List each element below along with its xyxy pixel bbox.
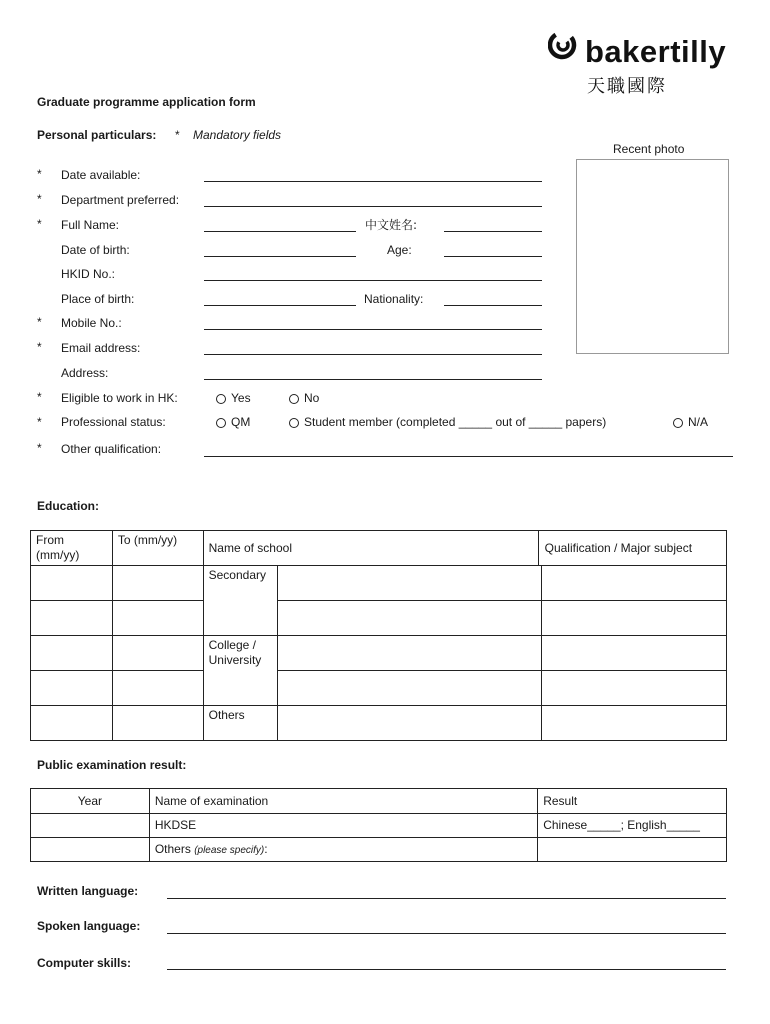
status-student-option[interactable] bbox=[289, 415, 606, 429]
personal-section-label: Personal particulars: bbox=[37, 128, 157, 142]
table-row bbox=[31, 601, 727, 636]
from-cell[interactable] bbox=[31, 671, 113, 706]
year-header: Year bbox=[31, 789, 150, 814]
chinese-name-label: 中文姓名: bbox=[365, 218, 418, 232]
brand-logo-text: bakertilly bbox=[585, 34, 727, 69]
required-star: * bbox=[37, 390, 42, 404]
others-label: Others bbox=[203, 706, 277, 741]
address-field[interactable] bbox=[204, 379, 542, 380]
school-cell[interactable] bbox=[277, 601, 542, 636]
to-cell[interactable] bbox=[112, 706, 203, 741]
eligible-yes-label: Yes bbox=[231, 391, 251, 405]
others-exam-cell[interactable] bbox=[149, 838, 537, 862]
date-available-label: Date available: bbox=[61, 168, 141, 182]
radio-icon[interactable] bbox=[216, 394, 226, 404]
table-row bbox=[31, 814, 727, 838]
result-cell[interactable] bbox=[538, 838, 727, 862]
written-language-label: Written language: bbox=[37, 884, 139, 898]
hkid-label: HKID No.: bbox=[61, 267, 116, 281]
exam-section-label: Public examination result: bbox=[37, 758, 187, 772]
date-of-birth-field[interactable] bbox=[204, 256, 356, 257]
qualification-cell[interactable] bbox=[542, 671, 727, 706]
radio-icon[interactable] bbox=[289, 418, 299, 428]
mandatory-note: Mandatory fields bbox=[193, 128, 282, 142]
table-row bbox=[31, 838, 727, 862]
bakertilly-logo-icon bbox=[548, 30, 578, 60]
status-na-label: N/A bbox=[688, 415, 709, 429]
mobile-label: Mobile No.: bbox=[61, 316, 122, 330]
place-of-birth-field[interactable] bbox=[204, 305, 356, 306]
table-row bbox=[31, 566, 727, 601]
radio-icon[interactable] bbox=[216, 418, 226, 428]
status-qm-option[interactable] bbox=[216, 415, 250, 429]
department-field[interactable] bbox=[204, 206, 542, 207]
nationality-label: Nationality: bbox=[364, 292, 424, 306]
exam-name-header: Name of examination bbox=[149, 789, 537, 814]
from-cell[interactable] bbox=[31, 636, 113, 671]
status-student-label: Student member (completed _____ out of _____ papers) bbox=[304, 415, 607, 429]
required-star: * bbox=[37, 315, 42, 329]
school-cell[interactable] bbox=[277, 566, 542, 601]
required-star: * bbox=[37, 192, 42, 206]
required-star: * bbox=[37, 217, 42, 231]
qualification-cell[interactable] bbox=[542, 601, 727, 636]
exam-header-row bbox=[31, 789, 727, 814]
education-table bbox=[30, 530, 727, 741]
from-header: From (mm/yy) bbox=[31, 531, 113, 566]
eligible-no-label: No bbox=[304, 391, 320, 405]
school-cell[interactable] bbox=[277, 636, 542, 671]
college-label: College / University bbox=[203, 636, 277, 706]
to-header: To (mm/yy) bbox=[112, 531, 203, 566]
mobile-field[interactable] bbox=[204, 329, 542, 330]
chinese-name-field[interactable] bbox=[444, 231, 542, 232]
department-label: Department preferred: bbox=[61, 193, 180, 207]
full-name-field[interactable] bbox=[204, 231, 356, 232]
status-na-option[interactable] bbox=[673, 415, 708, 429]
school-header: Name of school bbox=[208, 540, 292, 555]
status-qm-label: QM bbox=[231, 415, 251, 429]
education-section-label: Education: bbox=[37, 499, 99, 513]
hkdse-result[interactable]: Chinese_____; English_____ bbox=[538, 814, 727, 838]
eligible-label: Eligible to work in HK: bbox=[61, 391, 178, 405]
result-header: Result bbox=[538, 789, 727, 814]
to-cell[interactable] bbox=[112, 671, 203, 706]
table-row bbox=[31, 671, 727, 706]
school-header-cell bbox=[203, 531, 726, 566]
spoken-language-label: Spoken language: bbox=[37, 919, 141, 933]
required-star: * bbox=[37, 441, 42, 455]
required-star: * bbox=[37, 340, 42, 354]
other-qualification-label: Other qualification: bbox=[61, 442, 162, 456]
from-cell[interactable] bbox=[31, 566, 113, 601]
written-language-field[interactable] bbox=[167, 898, 726, 899]
others-exam-note: (please specify) bbox=[194, 844, 265, 856]
qualification-cell[interactable] bbox=[542, 706, 727, 741]
year-cell[interactable] bbox=[31, 814, 150, 838]
to-cell[interactable] bbox=[112, 566, 203, 601]
others-exam-colon: : bbox=[264, 841, 268, 856]
age-label: Age: bbox=[387, 243, 412, 257]
to-cell[interactable] bbox=[112, 601, 203, 636]
table-row bbox=[31, 706, 727, 741]
from-cell[interactable] bbox=[31, 601, 113, 636]
qualification-header: Qualification / Major subject bbox=[538, 531, 726, 565]
radio-icon[interactable] bbox=[673, 418, 683, 428]
other-qualification-field[interactable] bbox=[204, 456, 733, 457]
date-available-field[interactable] bbox=[204, 181, 542, 182]
secondary-label: Secondary bbox=[203, 566, 277, 636]
nationality-field[interactable] bbox=[444, 305, 542, 306]
from-cell[interactable] bbox=[31, 706, 113, 741]
education-header-row bbox=[31, 531, 727, 566]
email-label: Email address: bbox=[61, 341, 141, 355]
place-of-birth-label: Place of birth: bbox=[61, 292, 135, 306]
address-label: Address: bbox=[61, 366, 109, 380]
brand-chinese-text: 天職國際 bbox=[587, 76, 667, 96]
year-cell[interactable] bbox=[31, 838, 150, 862]
radio-icon[interactable] bbox=[289, 394, 299, 404]
computer-skills-label: Computer skills: bbox=[37, 956, 132, 970]
photo-box[interactable] bbox=[576, 159, 729, 354]
qualification-cell[interactable] bbox=[542, 566, 727, 601]
computer-skills-field[interactable] bbox=[167, 969, 726, 970]
email-field[interactable] bbox=[204, 354, 542, 355]
qualification-cell[interactable] bbox=[542, 636, 727, 671]
others-exam-label: Others bbox=[154, 841, 191, 856]
exam-table bbox=[30, 788, 727, 862]
hkdse-label: HKDSE bbox=[149, 814, 537, 838]
required-star: * bbox=[37, 167, 42, 181]
mandatory-star: * bbox=[175, 128, 180, 142]
eligible-yes-option[interactable] bbox=[216, 391, 251, 405]
date-of-birth-label: Date of birth: bbox=[61, 243, 130, 257]
hkid-field[interactable] bbox=[204, 280, 542, 281]
photo-label: Recent photo bbox=[613, 142, 685, 156]
full-name-label: Full Name: bbox=[61, 218, 120, 232]
eligible-no-option[interactable] bbox=[289, 391, 319, 405]
spoken-language-field[interactable] bbox=[167, 933, 726, 934]
to-cell[interactable] bbox=[112, 636, 203, 671]
table-row bbox=[31, 636, 727, 671]
age-field[interactable] bbox=[444, 256, 542, 257]
school-cell[interactable] bbox=[277, 671, 542, 706]
required-star: * bbox=[37, 415, 42, 429]
school-cell[interactable] bbox=[277, 706, 542, 741]
professional-status-label: Professional status: bbox=[61, 415, 166, 429]
form-title: Graduate programme application form bbox=[37, 95, 256, 109]
